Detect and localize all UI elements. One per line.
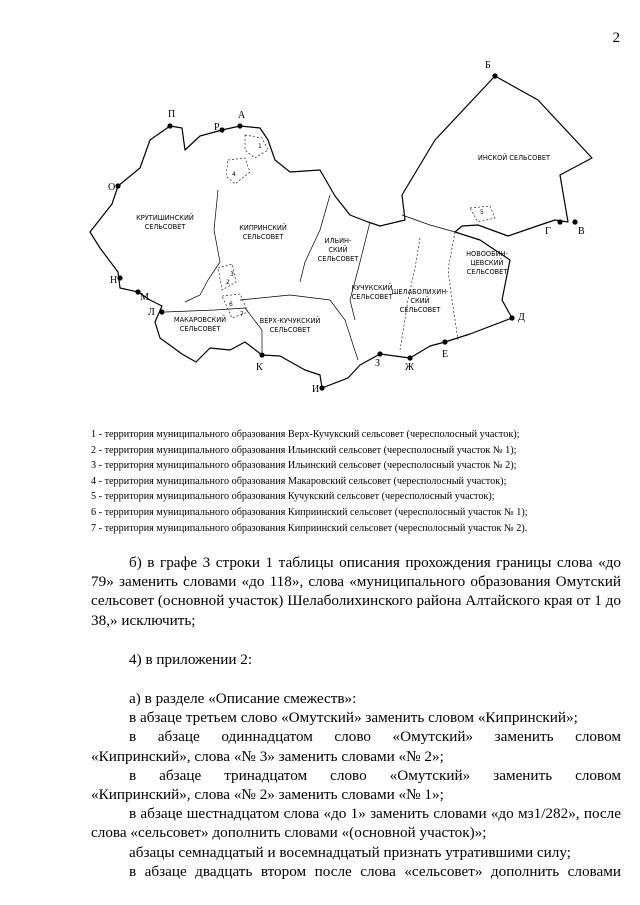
border-kiprinsky-krutishinsky — [185, 190, 220, 302]
region-label-krutishinsky: КРУТИШИНСКИЙ СЕЛЬСОВЕТ — [136, 214, 194, 231]
parcel-number: 4 — [232, 171, 236, 178]
legend-item: 6 - территория муниципального образования Киприинский сельсовет (чересполосный участок № 1); — [91, 506, 528, 518]
parcel-number: 5 — [480, 209, 484, 216]
boundary-point-marker — [219, 127, 224, 132]
district-map — [0, 0, 640, 420]
boundary-point-marker — [319, 385, 324, 390]
boundary-point-letter: Н — [110, 275, 118, 286]
boundary-point-letter: З — [375, 358, 381, 369]
boundary-point-letter: К — [256, 362, 263, 373]
region-label-kiprinsky: КИПРИНСКИЙ СЕЛЬСОВЕТ — [239, 224, 287, 241]
paragraph-b: б) в графе 3 строки 1 таблицы описания прохождения границы слова «до 79» заменить словами «до 118», слова «муниципального образования Омутский сельсовет (основной участок) Шелаболихинского района Алтайского края от 1 до 38,» исключить; — [91, 554, 621, 629]
boundary-point-letter: П — [168, 109, 176, 120]
paragraph-twenty-second: в абзаце двадцать втором после слова «сельсовет» дополнить словами — [129, 862, 621, 880]
legend-item: 1 - территория муниципального образования Верх-Кучукский сельсовет (чересполосный участок); — [91, 429, 520, 440]
boundary-point-letter: А — [238, 110, 246, 121]
boundary-point-marker — [377, 351, 382, 356]
boundary-point-marker — [237, 123, 242, 128]
boundary-point-marker — [167, 123, 172, 128]
boundary-point-letter: Р — [214, 122, 220, 133]
paragraph-a: а) в разделе «Описание смежеств»: — [129, 690, 357, 708]
boundary-point-letter: Д — [518, 312, 525, 323]
parcel-number: 1 — [258, 143, 262, 150]
boundary-point-marker — [572, 219, 577, 224]
paragraph-eleventh-line2: «Кипринский», слова «№ 3» заменить словами «№ 2»; — [91, 747, 444, 765]
border-insky — [402, 215, 455, 232]
paragraph-4: 4) в приложении 2: — [129, 650, 253, 668]
region-label-makarovsky: МАКАРОВСКИЙ СЕЛЬСОВЕТ — [173, 316, 227, 333]
legend-item: 2 - территория муниципального образования Ильинский сельсовет (чересполосный участок № 1); — [91, 444, 517, 456]
boundary-point-letter: М — [140, 292, 149, 303]
paragraph-seventeenth: абзацы семнадцатый и восемнадцатый признать утратившими силу; — [129, 843, 571, 861]
paragraph-thirteenth-line2: «Кипринский», слова «№ 2» заменить словами «№ 1»; — [91, 786, 444, 804]
legend-item: 7 - территория муниципального образования Киприинский сельсовет (чересполосный участок № 2). — [91, 522, 528, 534]
page-number: 2 — [612, 30, 620, 46]
boundary-point-marker — [159, 309, 164, 314]
boundary-point-marker — [117, 275, 122, 280]
paragraph-third: в абзаце третьем слово «Омутский» заменить словом «Кипринский»; — [129, 709, 578, 727]
boundary-point-marker — [115, 183, 120, 188]
boundary-point-letter: Л — [148, 307, 155, 318]
boundary-point-marker — [492, 73, 497, 78]
parcel-1-outline — [245, 135, 268, 158]
document-body — [91, 553, 621, 881]
boundary-point-letter: Г — [545, 226, 551, 237]
border-shelabolikhinsky-novoobintsevsky — [448, 232, 458, 340]
parcel-6-7-outline — [222, 294, 248, 318]
region-label-novoobintsevsky: НОВООБИН-ЦЕВСКИЙ СЕЛЬСОВЕТ — [466, 250, 508, 276]
boundary-point-marker — [557, 219, 562, 224]
map-outer-border — [90, 76, 592, 388]
legend-item: 5 - территория муниципального образования Кучукский сельсовет (чересполосный участок); — [91, 491, 495, 503]
region-label-ilyinsky: ИЛЬИН-СКИЙ СЕЛЬСОВЕТ — [317, 237, 359, 263]
border-ilyinsky-kuchuksky — [350, 222, 370, 320]
paragraph-eleventh-line1: в абзаце одиннадцатом слово «Омутский» заменить словом — [129, 728, 621, 746]
region-label-shelabolikhinsky: ШЕЛАБОЛИХИН-СКИЙ СЕЛЬСОВЕТ — [391, 288, 449, 314]
legend-item: 3 - территория муниципального образования Ильинский сельсовет (чересполосный участок № 2); — [91, 460, 517, 472]
boundary-point-marker — [509, 315, 514, 320]
legend-item: 4 - территория муниципального образования Макаровский сельсовет (чересполосный участок); — [91, 475, 507, 487]
region-label-kuchuksky: КУЧУКСКИЙ СЕЛЬСОВЕТ — [351, 284, 393, 301]
parcel-number: 6 — [229, 301, 233, 308]
boundary-point-letter: В — [578, 226, 585, 237]
boundary-point-letter: О — [108, 182, 116, 193]
boundary-point-marker — [259, 352, 264, 357]
paragraph-sixteenth: в абзаце шестнадцатом слова «до 1» заменить словами «до мз1/282», после слова «сельсовет» дополнить словами «(основной участок)»; — [91, 805, 621, 842]
boundary-point-letter: Ж — [405, 362, 414, 373]
boundary-point-letter: И — [312, 384, 320, 395]
boundary-point-letter: Б — [485, 60, 491, 71]
parcel-number: 2 — [226, 279, 230, 286]
region-label-insky: ИНСКОЙ СЕЛЬСОВЕТ — [477, 154, 551, 162]
map-legend — [91, 427, 528, 536]
parcel-number: 7 — [240, 311, 244, 318]
region-label-verkh-kuchuksky: ВЕРХ-КУЧУКСКИЙ СЕЛЬСОВЕТ — [259, 317, 321, 334]
parcel-number: 3 — [230, 271, 234, 278]
boundary-point-marker — [407, 355, 412, 360]
boundary-point-letter: Е — [442, 349, 449, 360]
paragraph-thirteenth-line1: в абзаце тринадцатом слово «Омутский» заменить словом — [129, 766, 621, 784]
boundary-point-marker — [442, 339, 447, 344]
parcel-4-outline — [226, 158, 250, 184]
